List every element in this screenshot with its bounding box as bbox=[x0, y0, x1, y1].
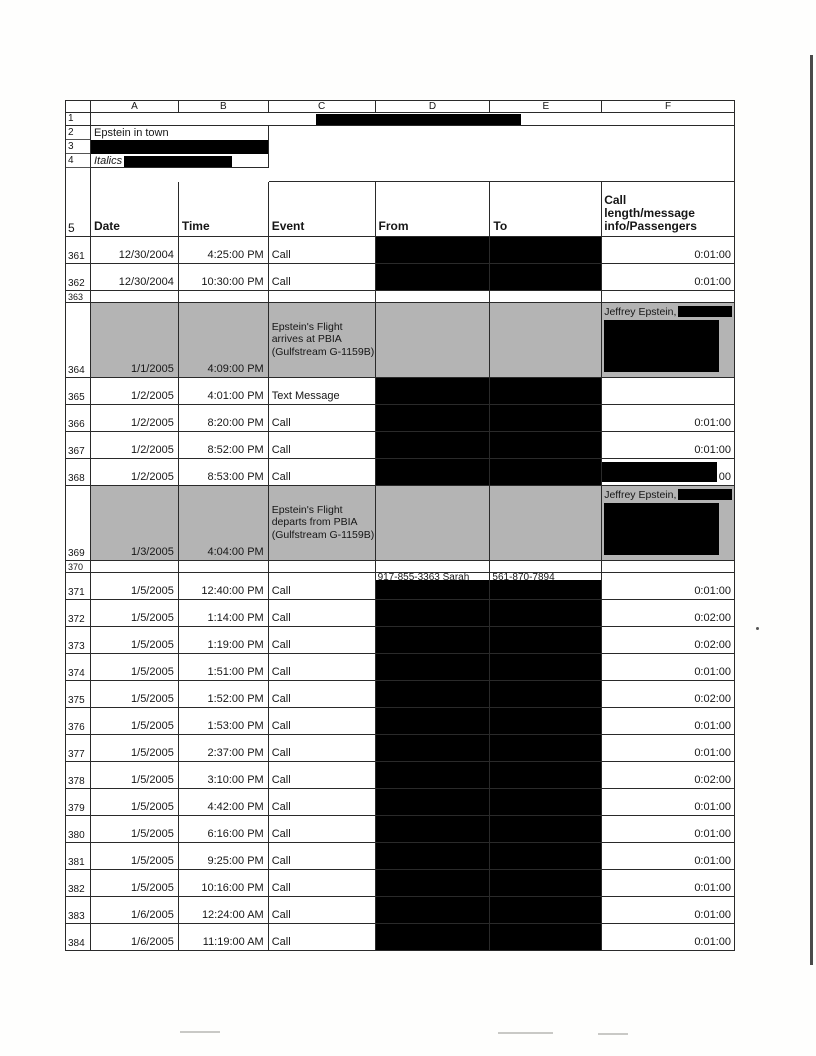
row-number: 365 bbox=[66, 378, 91, 405]
row-number: 381 bbox=[66, 843, 91, 870]
from-cell bbox=[376, 573, 491, 600]
date-cell: 12/30/2004 bbox=[91, 237, 179, 264]
date-cell: 1/6/2005 bbox=[91, 897, 179, 924]
date-cell: 1/5/2005 bbox=[91, 816, 179, 843]
to-cell bbox=[490, 870, 602, 897]
time-cell: 4:01:00 PM bbox=[179, 378, 269, 405]
to-cell bbox=[490, 264, 602, 291]
header-call-info-text: Call length/message info/Passengers bbox=[604, 193, 697, 233]
to-cell bbox=[490, 405, 602, 432]
row-number: 362 bbox=[66, 264, 91, 291]
call-length-value: 0:01:00 bbox=[694, 882, 732, 894]
event-cell: Call bbox=[269, 924, 376, 951]
from-cell bbox=[376, 735, 491, 762]
call-length-cell bbox=[602, 681, 735, 708]
from-cell bbox=[376, 843, 491, 870]
date-cell: 1/5/2005 bbox=[91, 708, 179, 735]
event-cell: Call bbox=[269, 816, 376, 843]
to-cell bbox=[490, 897, 602, 924]
to-cell bbox=[490, 924, 602, 951]
call-length-cell bbox=[602, 432, 735, 459]
scan-artifact bbox=[598, 1033, 628, 1035]
call-length-cell bbox=[602, 762, 735, 789]
row-number: 380 bbox=[66, 816, 91, 843]
row-number: 361 bbox=[66, 237, 91, 264]
column-letter-d: D bbox=[376, 101, 491, 113]
call-length-value: 0:01:00 bbox=[694, 801, 732, 813]
call-length-value: 0:01:00 bbox=[694, 909, 732, 921]
event-cell: Call bbox=[269, 843, 376, 870]
from-cell bbox=[376, 816, 491, 843]
event-cell: Call bbox=[269, 870, 376, 897]
legend-block bbox=[66, 126, 735, 182]
time-cell: 4:09:00 PM bbox=[179, 303, 269, 378]
table-row bbox=[66, 432, 735, 459]
row-number: 372 bbox=[66, 600, 91, 627]
event-cell: Call bbox=[269, 789, 376, 816]
call-length-cell bbox=[602, 291, 735, 303]
table-row bbox=[66, 870, 735, 897]
redaction-box bbox=[678, 306, 732, 317]
redaction-box bbox=[316, 114, 521, 125]
table-row bbox=[66, 405, 735, 432]
to-cell bbox=[490, 708, 602, 735]
row-number: 2 bbox=[66, 126, 90, 140]
to-cell bbox=[490, 600, 602, 627]
time-cell: 4:25:00 PM bbox=[179, 237, 269, 264]
corner-cell bbox=[66, 101, 91, 113]
from-cell bbox=[376, 303, 491, 378]
from-cell bbox=[376, 486, 491, 561]
to-cell bbox=[490, 459, 602, 486]
scan-artifact bbox=[180, 1031, 220, 1033]
to-cell bbox=[490, 432, 602, 459]
time-cell: 9:25:00 PM bbox=[179, 843, 269, 870]
redaction-box bbox=[490, 580, 601, 599]
date-cell: 1/2/2005 bbox=[91, 432, 179, 459]
table-row bbox=[66, 459, 735, 486]
to-cell bbox=[490, 654, 602, 681]
call-length-cell bbox=[602, 561, 735, 573]
date-cell: 1/6/2005 bbox=[91, 924, 179, 951]
redaction-box bbox=[376, 580, 490, 599]
row-number: 4 bbox=[66, 154, 90, 168]
row-number: 375 bbox=[66, 681, 91, 708]
row-number: 370 bbox=[66, 561, 91, 573]
from-cell bbox=[376, 681, 491, 708]
call-length-cell bbox=[602, 459, 735, 486]
from-cell bbox=[376, 789, 491, 816]
date-cell: 1/2/2005 bbox=[91, 459, 179, 486]
call-length-cell bbox=[602, 924, 735, 951]
time-cell bbox=[179, 561, 269, 573]
time-cell: 12:24:00 AM bbox=[179, 897, 269, 924]
event-cell: Call bbox=[269, 237, 376, 264]
call-length-cell bbox=[602, 708, 735, 735]
table-row bbox=[66, 264, 735, 291]
table-row bbox=[66, 816, 735, 843]
to-cell bbox=[490, 573, 602, 600]
time-cell: 8:52:00 PM bbox=[179, 432, 269, 459]
call-length-value: 0:01:00 bbox=[694, 585, 732, 597]
call-length-value: 0:01:00 bbox=[694, 855, 732, 867]
legend-cells bbox=[91, 126, 269, 182]
call-length-cell bbox=[602, 573, 735, 600]
date-cell: 12/30/2004 bbox=[91, 264, 179, 291]
date-cell: 1/5/2005 bbox=[91, 843, 179, 870]
column-letters-row bbox=[66, 101, 735, 113]
passenger-info bbox=[604, 305, 732, 372]
call-length-cell bbox=[602, 486, 735, 561]
from-cell bbox=[376, 561, 491, 573]
header-date: Date bbox=[91, 182, 179, 237]
call-length-cell bbox=[602, 303, 735, 378]
to-cell bbox=[490, 486, 602, 561]
date-cell: 1/5/2005 bbox=[91, 735, 179, 762]
from-cell bbox=[376, 432, 491, 459]
from-cell bbox=[376, 237, 491, 264]
row-number: 3 bbox=[66, 140, 90, 154]
spacer bbox=[66, 168, 90, 182]
time-cell: 11:19:00 AM bbox=[179, 924, 269, 951]
to-cell bbox=[490, 303, 602, 378]
row-number: 379 bbox=[66, 789, 91, 816]
time-cell: 1:52:00 PM bbox=[179, 681, 269, 708]
column-letter-b: B bbox=[179, 101, 269, 113]
header-from: From bbox=[376, 182, 491, 237]
time-cell: 10:30:00 PM bbox=[179, 264, 269, 291]
to-cell bbox=[490, 735, 602, 762]
row-number-column bbox=[66, 126, 91, 182]
header-event: Event bbox=[269, 182, 376, 237]
table-row bbox=[66, 681, 735, 708]
to-cell bbox=[490, 378, 602, 405]
call-length-cell bbox=[602, 264, 735, 291]
column-letter-e: E bbox=[490, 101, 602, 113]
legend-box bbox=[91, 126, 269, 168]
row-number: 377 bbox=[66, 735, 91, 762]
row-number: 369 bbox=[66, 486, 91, 561]
scan-artifact bbox=[756, 627, 759, 630]
event-cell bbox=[269, 291, 376, 303]
call-length-cell bbox=[602, 789, 735, 816]
from-cell bbox=[376, 600, 491, 627]
event-cell: Call bbox=[269, 432, 376, 459]
event-cell: Call bbox=[269, 573, 376, 600]
row-number: 373 bbox=[66, 627, 91, 654]
row-number: 383 bbox=[66, 897, 91, 924]
to-cell bbox=[490, 816, 602, 843]
row-number: 364 bbox=[66, 303, 91, 378]
to-cell bbox=[490, 843, 602, 870]
column-letter-c: C bbox=[269, 101, 376, 113]
redaction-box bbox=[604, 320, 719, 372]
call-length-cell bbox=[602, 237, 735, 264]
event-cell: Call bbox=[269, 459, 376, 486]
call-length-value: 0:02:00 bbox=[694, 612, 732, 624]
table-row bbox=[66, 561, 735, 573]
redaction-box bbox=[678, 489, 732, 500]
call-log-spreadsheet bbox=[65, 100, 735, 951]
call-length-value: 0:01:00 bbox=[694, 666, 732, 678]
time-cell: 12:40:00 PM bbox=[179, 573, 269, 600]
legend-italics bbox=[91, 154, 268, 168]
table-row bbox=[66, 378, 735, 405]
date-cell: 1/5/2005 bbox=[91, 870, 179, 897]
merged-empty-cell bbox=[269, 126, 735, 182]
date-cell: 1/2/2005 bbox=[91, 378, 179, 405]
time-cell: 2:37:00 PM bbox=[179, 735, 269, 762]
time-cell: 3:10:00 PM bbox=[179, 762, 269, 789]
date-cell: 1/5/2005 bbox=[91, 681, 179, 708]
scan-artifact-edge-line bbox=[810, 55, 813, 965]
header-row bbox=[66, 182, 735, 237]
call-length-cell bbox=[602, 627, 735, 654]
time-cell: 6:16:00 PM bbox=[179, 816, 269, 843]
call-length-cell bbox=[602, 843, 735, 870]
date-cell: 1/5/2005 bbox=[91, 600, 179, 627]
table-row bbox=[66, 600, 735, 627]
date-cell: 1/1/2005 bbox=[91, 303, 179, 378]
row-number: 368 bbox=[66, 459, 91, 486]
time-cell bbox=[179, 291, 269, 303]
call-length-cell bbox=[602, 735, 735, 762]
date-cell: 1/5/2005 bbox=[91, 789, 179, 816]
row-number: 371 bbox=[66, 573, 91, 600]
call-length-value: 0:01:00 bbox=[694, 249, 732, 261]
table-row bbox=[66, 897, 735, 924]
call-length-cell bbox=[602, 600, 735, 627]
table-row bbox=[66, 486, 735, 561]
table-row bbox=[66, 303, 735, 378]
to-cell bbox=[490, 627, 602, 654]
legend-italics-label: Italics bbox=[94, 155, 123, 167]
call-length-value: 0:01:00 bbox=[694, 720, 732, 732]
row-number: 378 bbox=[66, 762, 91, 789]
call-length-value: 0:01:00 bbox=[694, 936, 732, 948]
column-letter-f: F bbox=[602, 101, 735, 113]
event-cell: Call bbox=[269, 627, 376, 654]
event-cell: Call bbox=[269, 762, 376, 789]
column-letter-a: A bbox=[91, 101, 179, 113]
time-cell: 1:14:00 PM bbox=[179, 600, 269, 627]
call-length-value: 0:01:00 bbox=[694, 417, 732, 429]
event-cell: Call bbox=[269, 600, 376, 627]
call-length-cell bbox=[602, 654, 735, 681]
date-cell: 1/2/2005 bbox=[91, 405, 179, 432]
redaction-box bbox=[602, 462, 717, 482]
table-row bbox=[66, 237, 735, 264]
from-cell bbox=[376, 405, 491, 432]
from-cell bbox=[376, 924, 491, 951]
to-cell bbox=[490, 762, 602, 789]
redaction-box bbox=[124, 156, 232, 167]
from-cell bbox=[376, 897, 491, 924]
row-number: 5 bbox=[66, 182, 91, 237]
event-cell: Call bbox=[269, 708, 376, 735]
table-row bbox=[66, 291, 735, 303]
header-call-info bbox=[602, 182, 735, 237]
table-row bbox=[66, 762, 735, 789]
to-cell bbox=[490, 681, 602, 708]
time-cell: 10:16:00 PM bbox=[179, 870, 269, 897]
date-cell: 1/3/2005 bbox=[91, 486, 179, 561]
row-number: 363 bbox=[66, 291, 91, 303]
time-cell: 1:19:00 PM bbox=[179, 627, 269, 654]
call-length-cell bbox=[602, 870, 735, 897]
table-row bbox=[66, 789, 735, 816]
to-cell bbox=[490, 291, 602, 303]
date-cell: 1/5/2005 bbox=[91, 654, 179, 681]
from-cell bbox=[376, 708, 491, 735]
event-cell bbox=[269, 561, 376, 573]
time-cell: 1:53:00 PM bbox=[179, 708, 269, 735]
from-cell bbox=[376, 762, 491, 789]
table-row bbox=[66, 924, 735, 951]
row-number: 376 bbox=[66, 708, 91, 735]
call-length-value: 0:02:00 bbox=[694, 693, 732, 705]
table-row bbox=[66, 627, 735, 654]
date-cell bbox=[91, 561, 179, 573]
redaction-box bbox=[604, 503, 719, 555]
passenger-name: Jeffrey Epstein, bbox=[604, 305, 677, 318]
from-cell bbox=[376, 378, 491, 405]
to-cell bbox=[490, 789, 602, 816]
time-cell: 4:42:00 PM bbox=[179, 789, 269, 816]
event-cell: Call bbox=[269, 405, 376, 432]
row-number: 366 bbox=[66, 405, 91, 432]
date-cell: 1/5/2005 bbox=[91, 573, 179, 600]
call-length-value: 0:01:00 bbox=[694, 828, 732, 840]
time-cell: 8:20:00 PM bbox=[179, 405, 269, 432]
table-row bbox=[66, 735, 735, 762]
grid-body bbox=[66, 237, 735, 951]
call-length-cell bbox=[602, 897, 735, 924]
call-length-value: 0:01:00 bbox=[694, 276, 732, 288]
call-length-value: 0:02:00 bbox=[694, 774, 732, 786]
row-1-area bbox=[91, 113, 735, 126]
to-cell bbox=[490, 237, 602, 264]
date-cell bbox=[91, 291, 179, 303]
call-length-cell bbox=[602, 816, 735, 843]
event-cell: Epstein's Flight departs from PBIA (Gulfstream G-1159B) bbox=[269, 486, 376, 561]
table-row bbox=[66, 654, 735, 681]
from-number-fragment: 917-855-3363 Sarah bbox=[376, 573, 490, 580]
passenger-line bbox=[604, 305, 732, 318]
event-cell: Call bbox=[269, 897, 376, 924]
scan-artifact bbox=[498, 1032, 553, 1034]
event-cell: Call bbox=[269, 735, 376, 762]
from-cell bbox=[376, 870, 491, 897]
passenger-line bbox=[604, 488, 732, 501]
redaction-box bbox=[91, 140, 268, 154]
row-number: 367 bbox=[66, 432, 91, 459]
from-cell bbox=[376, 654, 491, 681]
call-length-value: 0:01:00 bbox=[694, 747, 732, 759]
date-cell: 1/5/2005 bbox=[91, 627, 179, 654]
event-cell: Call bbox=[269, 654, 376, 681]
call-length-cell bbox=[602, 405, 735, 432]
row-number: 1 bbox=[66, 113, 91, 126]
to-number-fragment: 561-870-7894 bbox=[490, 573, 601, 580]
from-cell bbox=[376, 264, 491, 291]
call-length-cell bbox=[602, 378, 735, 405]
to-cell bbox=[490, 561, 602, 573]
header-to: To bbox=[490, 182, 602, 237]
time-cell: 8:53:00 PM bbox=[179, 459, 269, 486]
call-length-value: 0:01:00 bbox=[694, 444, 732, 456]
event-cell: Epstein's Flight arrives at PBIA (Gulfstream G-1159B) bbox=[269, 303, 376, 378]
table-row bbox=[66, 573, 735, 600]
legend-epstein-in-town: Epstein in town bbox=[94, 127, 169, 139]
from-cell bbox=[376, 459, 491, 486]
row-number: 374 bbox=[66, 654, 91, 681]
table-row bbox=[66, 843, 735, 870]
row-number: 382 bbox=[66, 870, 91, 897]
row-1 bbox=[66, 113, 735, 126]
passenger-name: Jeffrey Epstein, bbox=[604, 488, 677, 501]
passenger-info bbox=[604, 488, 732, 555]
call-length-value: 00 bbox=[718, 471, 732, 483]
time-cell: 1:51:00 PM bbox=[179, 654, 269, 681]
from-cell bbox=[376, 291, 491, 303]
time-cell: 4:04:00 PM bbox=[179, 486, 269, 561]
from-cell bbox=[376, 627, 491, 654]
event-cell: Call bbox=[269, 264, 376, 291]
header-time: Time bbox=[179, 182, 269, 237]
event-cell: Call bbox=[269, 681, 376, 708]
event-cell: Text Message bbox=[269, 378, 376, 405]
call-length-value: 0:02:00 bbox=[694, 639, 732, 651]
table-row bbox=[66, 708, 735, 735]
date-cell: 1/5/2005 bbox=[91, 762, 179, 789]
row-number: 384 bbox=[66, 924, 91, 951]
